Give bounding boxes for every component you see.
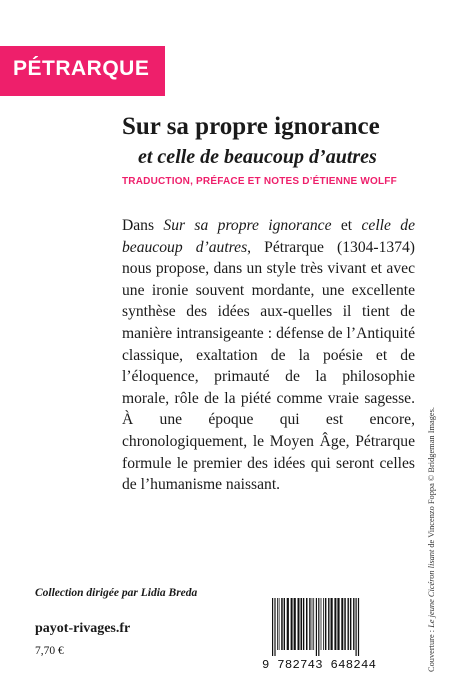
- barcode-bar: [287, 598, 289, 650]
- cover-image-credit: [427, 407, 436, 672]
- author-band: [0, 46, 165, 96]
- barcode-bar: [328, 598, 329, 650]
- isbn-barcode: [262, 596, 417, 678]
- barcode-bar: [303, 598, 304, 650]
- book-subtitle: et celle de beaucoup d’autres: [138, 146, 377, 168]
- blurb-work-title-2: celle de beaucoup d’autres: [122, 217, 415, 256]
- blurb-text-3: , Pétrarque (1304-1374) nous propose, dans un style très vivant et avec une ironie souvent mordante, une excellente synthèse des idées aux-quelles il tient de manière intransigeante : défense de l’Antiquité classique, exaltation de la poésie et de l’éloquence, primauté de la philosophie morale, rôle de la piété comme vraie sagesse. À une époque qui est encore, chronologiquement, le Moyen Âge, Pétrarque formule le premier des idées qui seront celles de l’humanisme naissant.: [122, 238, 416, 494]
- barcode-bar: [325, 598, 327, 650]
- cover-credit-prefix: Couverture :: [427, 627, 436, 672]
- barcode-bar: [301, 598, 303, 650]
- barcode-bar: [344, 598, 346, 650]
- barcode-bar: [294, 598, 296, 650]
- barcode-bar: [334, 598, 336, 650]
- barcode-bar: [356, 598, 357, 656]
- author-name: PÉTRARQUE: [13, 57, 150, 80]
- barcode-bar: [348, 598, 349, 650]
- barcode-bar: [281, 598, 283, 650]
- barcode-bar: [313, 598, 314, 650]
- cover-credit-work: Le jeune Cicéron lisant: [427, 549, 436, 628]
- price: 7,70 €: [35, 645, 64, 657]
- barcode-bar: [284, 598, 285, 650]
- barcode-bar: [323, 598, 324, 650]
- barcode-bar: [272, 598, 273, 656]
- barcode-bar: [318, 598, 319, 656]
- barcode-bar: [353, 598, 354, 650]
- cover-credit-suffix: de Vincenzo Foppa © Bridgeman Images.: [427, 407, 436, 550]
- barcode-bar: [350, 598, 352, 650]
- barcode-bar: [309, 598, 310, 650]
- publisher-website: payot-rivages.fr: [35, 621, 131, 636]
- book-title: Sur sa propre ignorance: [122, 113, 380, 140]
- barcode-bar: [312, 598, 313, 650]
- barcode-bar: [277, 598, 278, 650]
- back-cover-blurb: [122, 215, 415, 496]
- barcode-bar: [298, 598, 300, 650]
- barcode-bar: [337, 598, 339, 650]
- blurb-work-title-1: Sur sa propre ignorance: [163, 217, 332, 234]
- barcode-bars: [272, 598, 412, 656]
- translation-credit: TRADUCTION, PRÉFACE ET NOTES D’ÉTIENNE WOLFF: [122, 176, 397, 187]
- barcode-bar: [316, 598, 317, 656]
- barcode-bar: [279, 598, 280, 650]
- blurb-text-1: Dans: [122, 217, 164, 234]
- barcode-bar: [274, 598, 275, 656]
- barcode-bar: [358, 598, 359, 656]
- barcode-bar: [341, 598, 343, 650]
- barcode-bar: [321, 598, 322, 650]
- collection-editor: Collection dirigée par Lidia Breda: [35, 587, 198, 599]
- barcode-bar: [291, 598, 293, 650]
- isbn-number: 9 782743 648244: [262, 658, 377, 672]
- barcode-bar: [331, 598, 333, 650]
- barcode-bar: [306, 598, 308, 650]
- blurb-text-2: et: [331, 217, 362, 234]
